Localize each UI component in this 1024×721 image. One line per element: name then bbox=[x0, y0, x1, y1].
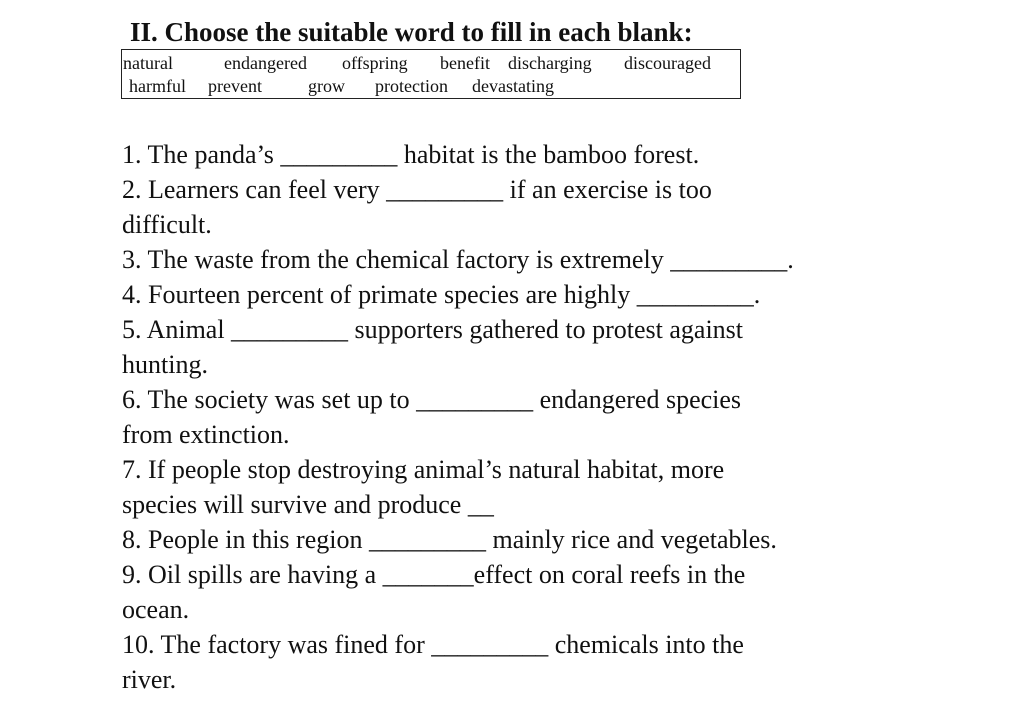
question-line: difficult. bbox=[122, 210, 212, 239]
question-line: 9. Oil spills are having a _______effect on coral reefs in the bbox=[122, 560, 746, 589]
question-line: 6. The society was set up to _________ endangered species bbox=[122, 385, 742, 414]
question-line: from extinction. bbox=[122, 420, 290, 449]
word-bank-item: devastating bbox=[472, 76, 554, 96]
question-line: 4. Fourteen percent of primate species are highly _________. bbox=[122, 280, 761, 309]
word-bank-item: discharging bbox=[508, 53, 592, 73]
question-4 bbox=[122, 277, 1002, 312]
word-bank-item: offspring bbox=[342, 53, 408, 73]
word-bank-box bbox=[121, 49, 741, 99]
question-line: species will survive and produce __ bbox=[122, 490, 494, 519]
word-bank-item: discouraged bbox=[624, 53, 711, 73]
question-list bbox=[122, 137, 1002, 697]
question-line: 3. The waste from the chemical factory is extremely _________. bbox=[122, 245, 794, 274]
question-6 bbox=[122, 382, 1002, 452]
question-line: 1. The panda’s _________ habitat is the bamboo forest. bbox=[122, 140, 700, 169]
exercise-title: II. Choose the suitable word to fill in each blank: bbox=[130, 17, 693, 47]
word-bank-item: benefit bbox=[440, 53, 490, 73]
question-2 bbox=[122, 172, 1002, 242]
question-3 bbox=[122, 242, 1002, 277]
question-line: hunting. bbox=[122, 350, 208, 379]
question-line: 5. Animal _________ supporters gathered to protest against bbox=[122, 315, 744, 344]
question-line: river. bbox=[122, 665, 177, 694]
question-8 bbox=[122, 522, 1002, 557]
question-line: 2. Learners can feel very _________ if an exercise is too bbox=[122, 175, 712, 204]
word-bank-item: natural bbox=[123, 53, 173, 73]
word-bank-item: endangered bbox=[224, 53, 307, 73]
question-10 bbox=[122, 627, 1002, 697]
question-7 bbox=[122, 452, 1002, 522]
word-bank-item: harmful bbox=[129, 76, 186, 96]
question-9 bbox=[122, 557, 1002, 627]
question-line: 10. The factory was fined for _________ chemicals into the bbox=[122, 630, 744, 659]
question-line: 7. If people stop destroying animal’s natural habitat, more bbox=[122, 455, 725, 484]
question-line: ocean. bbox=[122, 595, 190, 624]
question-1 bbox=[122, 137, 1002, 172]
question-5 bbox=[122, 312, 1002, 382]
word-bank-item: grow bbox=[308, 76, 345, 96]
question-line: 8. People in this region _________ mainly rice and vegetables. bbox=[122, 525, 777, 554]
word-bank-item: prevent bbox=[208, 76, 262, 96]
word-bank-item: protection bbox=[375, 76, 448, 96]
